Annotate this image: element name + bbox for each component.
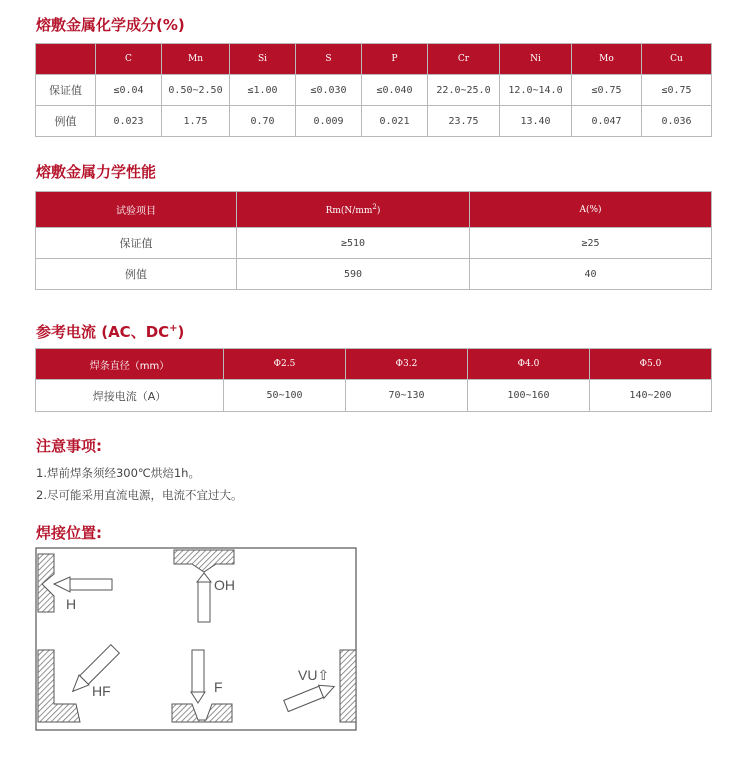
note-item: 1.焊前焊条须经300℃烘焙1h。	[36, 466, 200, 480]
table-cell: 40	[470, 259, 712, 290]
current-header: Φ3.2	[346, 349, 468, 380]
current-header: Φ4.0	[468, 349, 590, 380]
chem-header: S	[296, 44, 362, 75]
table-cell: 0.023	[96, 106, 162, 137]
table-cell: ≤1.00	[230, 75, 296, 106]
table-row	[36, 228, 712, 259]
table-cell: 0.70	[230, 106, 296, 137]
table-cell: 0.021	[362, 106, 428, 137]
current-title: 参考电流 (AC、DC+)	[36, 323, 185, 341]
table-cell: 50~100	[224, 380, 346, 412]
current-header: 焊条直径（mm）	[36, 349, 224, 380]
chem-header	[36, 44, 96, 75]
table-row	[36, 259, 712, 290]
label-vu: VU⇧	[298, 667, 330, 683]
label-hf: HF	[92, 683, 111, 699]
chem-header: Mo	[572, 44, 642, 75]
notes-list	[36, 462, 242, 506]
mech-title: 熔敷金属力学性能	[36, 163, 157, 181]
row-label: 焊接电流（A）	[36, 380, 224, 412]
table-cell: 0.047	[572, 106, 642, 137]
current-table	[35, 348, 712, 412]
chem-header-row	[36, 44, 712, 75]
chem-table	[35, 43, 712, 137]
table-cell: ≤0.75	[642, 75, 712, 106]
chem-header: Mn	[162, 44, 230, 75]
label-oh: OH	[214, 577, 235, 593]
mech-header-rm: $Rm(N/mm^2)$	[237, 192, 470, 228]
table-cell: 100~160	[468, 380, 590, 412]
table-row	[36, 380, 712, 412]
current-header: Φ5.0	[590, 349, 712, 380]
table-cell: 12.0~14.0	[500, 75, 572, 106]
table-cell: 1.75	[162, 106, 230, 137]
chem-header: C	[96, 44, 162, 75]
label-f: F	[214, 679, 223, 695]
table-cell: 70~130	[346, 380, 468, 412]
table-cell: 23.75	[428, 106, 500, 137]
table-cell: ≥25	[470, 228, 712, 259]
row-label: 例值	[36, 106, 96, 137]
table-cell: 13.40	[500, 106, 572, 137]
note-item: 2.尽可能采用直流电源，电流不宜过大。	[36, 488, 243, 502]
table-cell: ≤0.040	[362, 75, 428, 106]
row-label: 保证值	[36, 228, 237, 259]
chem-header: P	[362, 44, 428, 75]
label-h: H	[66, 596, 77, 612]
notes-title: 注意事项:	[36, 437, 102, 455]
table-row	[36, 75, 712, 106]
welding-positions-diagram	[34, 546, 364, 736]
table-cell: 0.50~2.50	[162, 75, 230, 106]
mech-header-a: A(%)	[470, 192, 712, 228]
table-cell: ≤0.030	[296, 75, 362, 106]
mech-header-item: 试验项目	[36, 192, 237, 228]
chem-header: Si	[230, 44, 296, 75]
table-cell: 590	[237, 259, 470, 290]
table-row	[36, 106, 712, 137]
table-cell: ≤0.04	[96, 75, 162, 106]
table-cell: ≥510	[237, 228, 470, 259]
row-label: 保证值	[36, 75, 96, 106]
current-header-row	[36, 349, 712, 380]
chem-header: Ni	[500, 44, 572, 75]
mech-header-row	[36, 192, 712, 228]
table-cell: ≤0.75	[572, 75, 642, 106]
chem-header: Cr	[428, 44, 500, 75]
chem-header: Cu	[642, 44, 712, 75]
current-header: Φ2.5	[224, 349, 346, 380]
chem-title: 熔敷金属化学成分(%)	[36, 16, 185, 34]
table-cell: 0.009	[296, 106, 362, 137]
mech-table	[35, 191, 712, 290]
table-cell: 0.036	[642, 106, 712, 137]
row-label: 例值	[36, 259, 237, 290]
positions-title: 焊接位置:	[36, 524, 102, 542]
table-cell: 22.0~25.0	[428, 75, 500, 106]
table-cell: 140~200	[590, 380, 712, 412]
